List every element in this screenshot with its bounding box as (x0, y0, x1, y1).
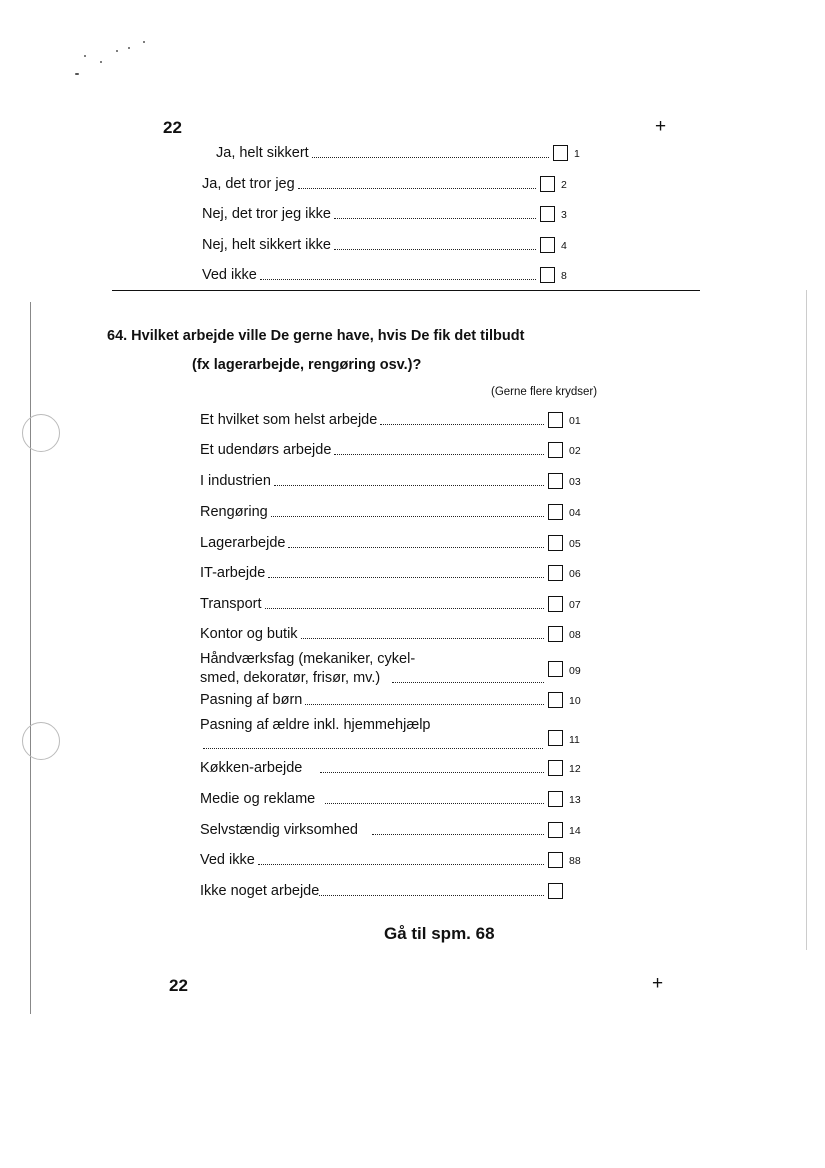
question-title: 64. Hvilket arbejde ville De gerne have, hvis De fik det tilbudt (107, 328, 525, 344)
list-item-label-line1: Håndværksfag (mekaniker, cykel- (200, 651, 416, 667)
scan-speck (84, 55, 86, 57)
option-code: 8 (561, 270, 567, 282)
option-code: 13 (569, 794, 581, 806)
list-item: I industrien (200, 473, 547, 490)
checkbox[interactable] (548, 565, 563, 581)
list-item: Nej, det tror jeg ikke (202, 206, 539, 223)
option-code: 03 (569, 476, 581, 488)
option-code: 07 (569, 599, 581, 611)
list-item: Transport (200, 596, 547, 613)
checkbox[interactable] (548, 442, 563, 458)
list-item: Et hvilket som helst arbejde (200, 412, 547, 429)
option-code: 06 (569, 568, 581, 580)
checkbox[interactable] (548, 692, 563, 708)
list-item: Nej, helt sikkert ikke (202, 237, 539, 254)
checkbox[interactable] (548, 661, 563, 677)
option-code: 4 (561, 240, 567, 252)
punch-hole (22, 414, 60, 452)
checkbox[interactable] (548, 596, 563, 612)
list-item: Ved ikke (202, 267, 539, 284)
list-item: Køkken-arbejde (200, 760, 547, 777)
list-item: Selvstændig virksomhed (200, 822, 547, 839)
checkbox[interactable] (548, 822, 563, 838)
list-item: Rengøring (200, 504, 547, 521)
checkbox[interactable] (540, 267, 555, 283)
question-subtitle: (fx lagerarbejde, rengøring osv.)? (192, 357, 422, 373)
list-item: Kontor og butik (200, 626, 547, 643)
option-code: 11 (569, 734, 580, 746)
list-item: Ja, det tror jeg (202, 176, 539, 193)
scan-left-edge (30, 302, 31, 1014)
list-item: Lagerarbejde (200, 535, 547, 552)
option-code: 05 (569, 538, 581, 550)
checkbox[interactable] (548, 760, 563, 776)
scan-speck (143, 41, 145, 43)
goto-instruction: Gå til spm. 68 (384, 924, 495, 943)
page-number-top: 22 (163, 118, 182, 137)
option-code: 3 (561, 209, 567, 221)
scan-right-edge (806, 290, 807, 950)
checkbox[interactable] (548, 504, 563, 520)
option-code: 14 (569, 825, 581, 837)
option-code: 02 (569, 445, 581, 457)
checkbox[interactable] (548, 412, 563, 428)
punch-hole (22, 722, 60, 760)
option-code: 12 (569, 763, 581, 775)
list-item: Et udendørs arbejde (200, 442, 547, 459)
scan-speck (128, 47, 130, 49)
section-divider (112, 290, 700, 291)
checkbox[interactable] (548, 535, 563, 551)
option-code: 2 (561, 179, 567, 191)
list-item: IT-arbejde (200, 565, 547, 582)
checkbox[interactable] (548, 791, 563, 807)
list-item: Ikke noget arbejde (200, 883, 547, 900)
checkbox[interactable] (540, 206, 555, 222)
list-item: Ved ikke (200, 852, 547, 869)
checkbox[interactable] (548, 626, 563, 642)
list-item: smed, dekoratør, frisør, mv.) (200, 670, 547, 687)
scan-speck (75, 73, 79, 75)
checkbox[interactable] (548, 730, 563, 746)
list-item: Medie og reklame (200, 791, 547, 808)
list-item: Ja, helt sikkert (216, 145, 552, 162)
answer-dots (203, 748, 543, 749)
checkbox[interactable] (548, 473, 563, 489)
option-code: 09 (569, 665, 581, 677)
checkbox[interactable] (540, 237, 555, 253)
checkbox[interactable] (548, 883, 563, 899)
option-code: 04 (569, 507, 581, 519)
checkbox[interactable] (553, 145, 568, 161)
scan-speck (100, 61, 102, 63)
list-item-label-line1: Pasning af ældre inkl. hjemmehjælp (200, 717, 431, 733)
multiple-answers-note: (Gerne flere krydser) (491, 386, 598, 398)
checkbox[interactable] (548, 852, 563, 868)
plus-mark-bottom: + (652, 973, 664, 994)
option-code: 01 (569, 415, 581, 427)
list-item: Pasning af børn (200, 692, 547, 709)
option-code: 08 (569, 629, 581, 641)
option-code: 88 (569, 855, 581, 867)
plus-mark-top: + (655, 116, 667, 137)
option-code: 10 (569, 695, 581, 707)
option-code: 1 (574, 148, 580, 160)
page-number-bottom: 22 (169, 976, 188, 995)
checkbox[interactable] (540, 176, 555, 192)
scan-speck (116, 50, 118, 52)
